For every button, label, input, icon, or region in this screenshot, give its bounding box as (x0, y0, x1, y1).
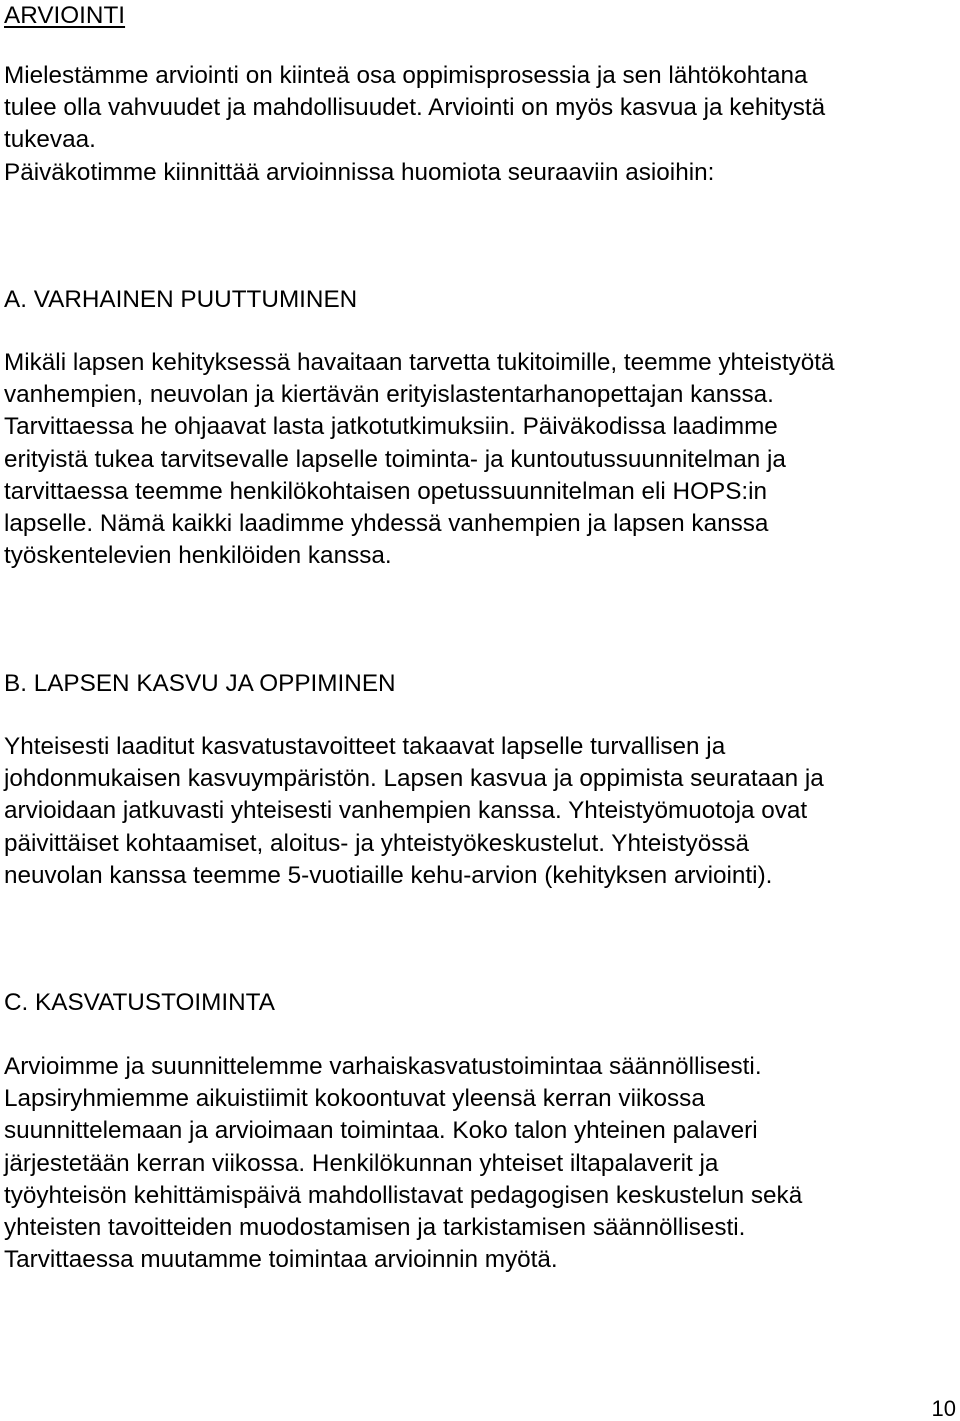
section-b-line: johdonmukaisen kasvuympäristön. Lapsen kasvua ja oppimista seurataan ja (4, 765, 824, 793)
section-c (4, 987, 949, 1019)
section-c-line: Lapsiryhmiemme aikuistiimit kokoontuvat yleensä kerran viikossa (4, 1085, 705, 1113)
section-c-line: järjestetään kerran viikossa. Henkilökunnan yhteiset iltapalaverit ja (4, 1149, 719, 1177)
section-a-line: lapselle. Nämä kaikki laadimme yhdessä vanhempien ja lapsen kanssa (4, 509, 769, 537)
intro-line: tukevaa. (4, 126, 96, 154)
section-b (4, 668, 949, 700)
intro-line: Päiväkotimme kiinnittää arvioinnissa huomiota seuraaviin asioihin: (4, 158, 715, 186)
page-number: 10 (931, 1396, 956, 1421)
section-a (4, 284, 949, 316)
section-a-heading: A. VARHAINEN PUUTTUMINEN (4, 286, 358, 313)
document-title (4, 0, 949, 32)
intro-paragraph (4, 60, 949, 189)
section-b-body (4, 731, 949, 892)
section-c-body (4, 1051, 949, 1276)
section-c-line: Arvioimme ja suunnittelemme varhaiskasvatustoimintaa säännöllisesti. (4, 1053, 762, 1080)
section-b-line: päivittäiset kohtaamiset, aloitus- ja yhteistyökeskustelut. Yhteistyössä (4, 829, 750, 857)
section-a-line: erityistä tukea tarvitsevalle lapselle toiminta- ja kuntoutussuunnitelman ja (4, 445, 786, 473)
section-b-line: Yhteisesti laaditut kasvatustavoitteet takaavat lapselle turvallisen ja (4, 733, 726, 760)
intro-line: tulee olla vahvuudet ja mahdollisuudet. Arviointi on myös kasvua ja kehitystä (4, 94, 826, 122)
title-text: ARVIOINTI (4, 2, 126, 29)
section-a-line: Tarvittaessa he ohjaavat lasta jatkotutkimuksiin. Päiväkodissa laadimme (4, 413, 778, 441)
section-c-line: Tarvittaessa muutamme toimintaa arvioinnin myötä. (4, 1246, 558, 1274)
section-a-line: työskentelevien henkilöiden kanssa. (4, 542, 392, 570)
section-c-heading: C. KASVATUSTOIMINTA (4, 989, 275, 1016)
section-a-line: vanhempien, neuvolan ja kiertävän erityislastentarhanopettajan kanssa. (4, 381, 774, 409)
section-a-line: Mikäli lapsen kehityksessä havaitaan tarvetta tukitoimille, teemme yhteistyötä (4, 349, 835, 376)
intro-line: Mielestämme arviointi on kiinteä osa oppimisprosessia ja sen lähtökohtana (4, 62, 808, 89)
section-a-line: tarvittaessa teemme henkilökohtaisen opetussuunnitelman eli HOPS:in (4, 477, 768, 505)
section-c-line: suunnittelemaan ja arvioimaan toimintaa. Koko talon yhteinen palaveri (4, 1117, 758, 1145)
section-c-line: työyhteisön kehittämispäivä mahdollistavat pedagogisen keskustelun sekä (4, 1181, 803, 1209)
section-b-heading: B. LAPSEN KASVU JA OPPIMINEN (4, 670, 396, 697)
section-b-line: arvioidaan jatkuvasti yhteisesti vanhempien kanssa. Yhteistyömuotoja ovat (4, 797, 808, 825)
section-b-line: neuvolan kanssa teemme 5-vuotiaille kehu-arvion (kehityksen arviointi). (4, 861, 773, 889)
section-a-body (4, 347, 949, 572)
section-c-line: yhteisten tavoitteiden muodostamisen ja tarkistamisen säännöllisesti. (4, 1213, 746, 1241)
